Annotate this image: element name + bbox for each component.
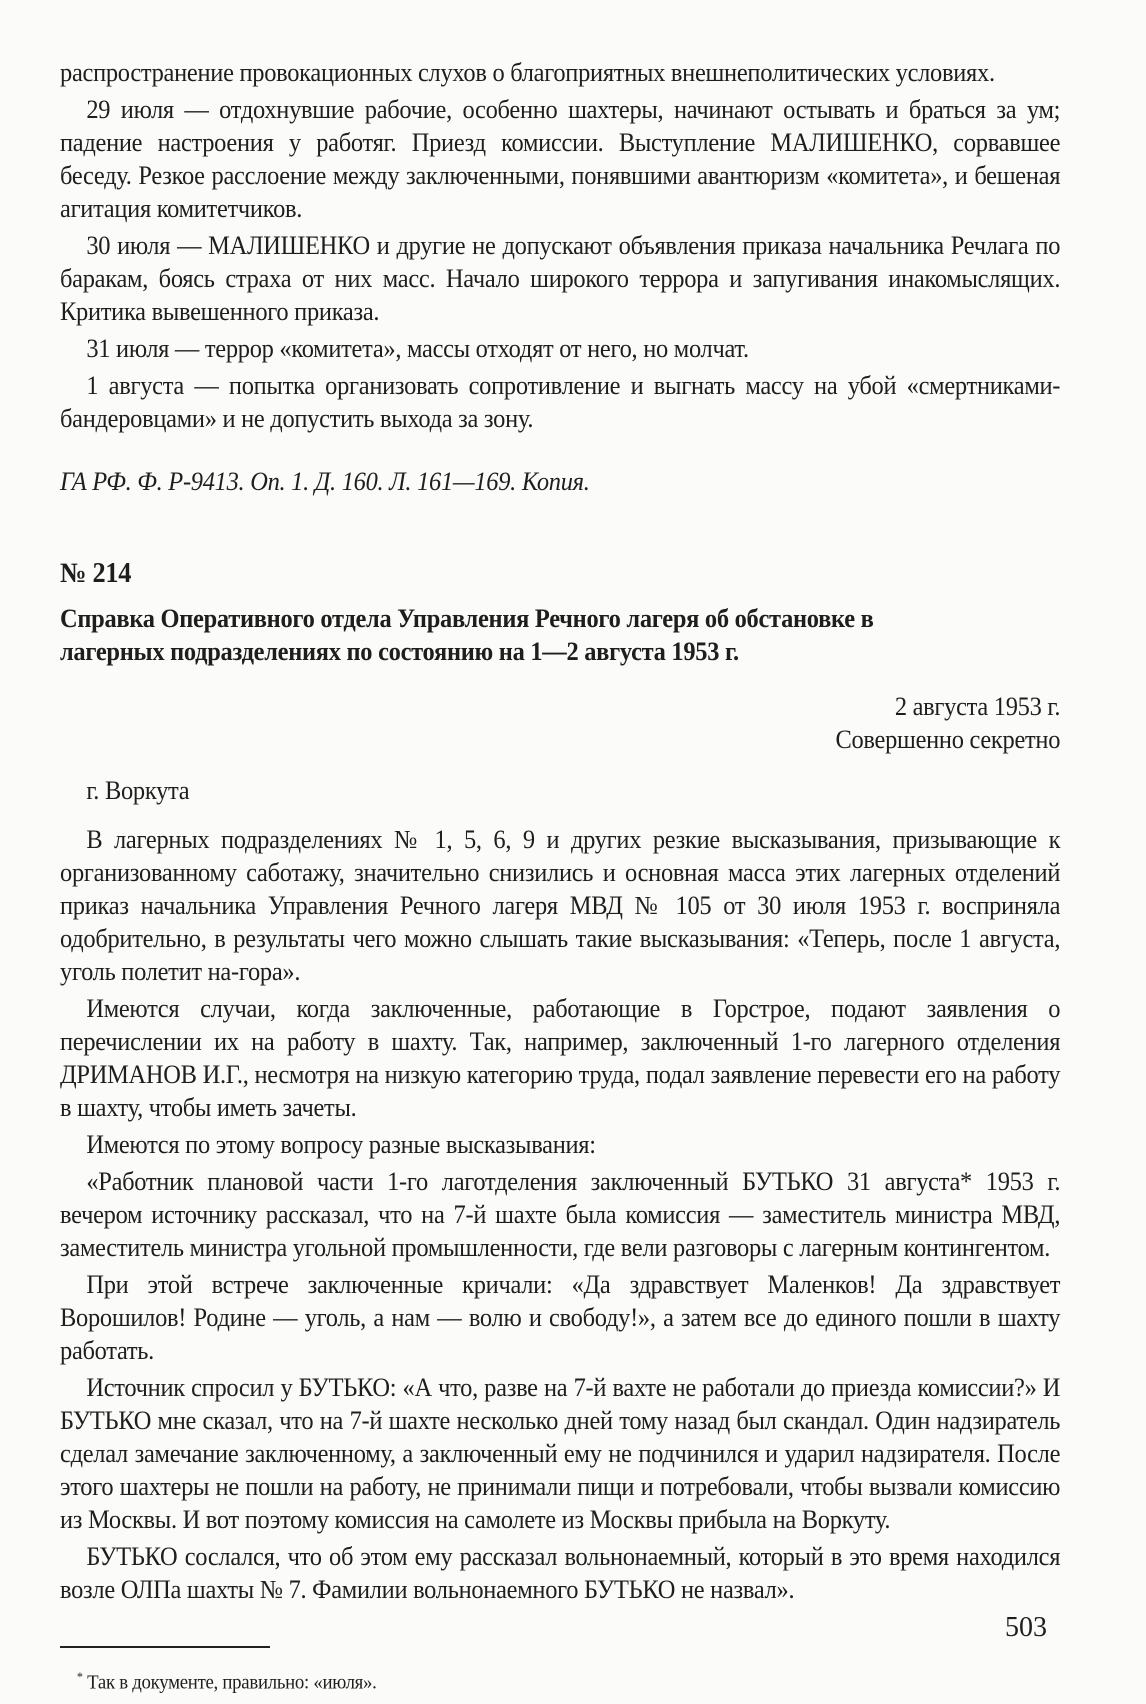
footnote xyxy=(60,1664,1060,1696)
body-paragraph: «Работник плановой части 1-го лаготделения заключенный БУТЬКО 31 августа* 1953 г. вечером источнику рассказал, что на 7-й шахте была комиссия — заместитель министра МВД, заместитель министра угольной промышленности, где вели разговоры с лагерным контингентом. xyxy=(60,1167,1061,1262)
document-number: № 214 xyxy=(60,558,132,589)
body-paragraph: При этой встрече заключенные кричали: «Да здравствует Маленков! Да здравствует Ворошилов! Родине — уголь, а нам — волю и свободу!», а затем все до единого пошли в шахту работать. xyxy=(60,1270,1061,1365)
classification-label: Совершенно секретно xyxy=(835,725,1061,754)
prev-paragraph: 29 июля — отдохнувшие рабочие, особенно шахтеры, начинают остывать и браться за ум; падение настроения у работяг. Приезд комиссии. Выступление МАЛИШЕНКО, сорвавшее беседу. Резкое расслоение между заключенными, понявшими авантюризм «комитета», и бешеная агитация комитетчиков. xyxy=(60,95,1061,223)
body-paragraph: БУТЬКО сослался, что об этом ему рассказал вольнонаемный, который в это время находился возле ОЛПа шахты № 7. Фамилии вольнонаемного БУТЬКО не назвал». xyxy=(60,1542,1061,1604)
prev-paragraph: 31 июля — террор «комитета», массы отходят от него, но молчат. xyxy=(86,334,749,363)
document-date: 2 августа 1953 г. xyxy=(894,692,1061,721)
prev-paragraph: распространение провокационных слухов о благоприятных внешнеполитических условиях. xyxy=(60,58,995,87)
page-number: 503 xyxy=(1005,1612,1047,1643)
body-paragraph: Источник спросил у БУТЬКО: «А что, разве на 7-й вахте не работали до приезда комиссии?» И БУТЬКО мне сказал, что на 7-й шахте несколько дней тому назад был скандал. Один надзиратель сделал замечание заключенному, а заключенный ему не подчинился и ударил надзирателя. После этого шахтеры не пошли на работу, не принимали пищи и потребовали, чтобы вызвали комиссию из Москвы. И вот поэтому комиссия на самолете из Москвы прибыла на Воркуту. xyxy=(60,1373,1061,1534)
body-paragraph: В лагерных подразделениях № 1, 5, 6, 9 и других резкие высказывания, призывающие к организованному саботажу, значительно снизились и основная масса этих лагерных отделений приказ начальника Управления Речного лагеря МВД № 105 от 30 июля 1953 г. восприняла одобрительно, в результаты чего можно слышать такие высказывания: «Теперь, после 1 августа, уголь полетит на-гора». xyxy=(60,825,1061,986)
footnote-mark: * xyxy=(76,1669,83,1684)
prev-paragraph: 30 июля — МАЛИШЕНКО и другие не допускают объявления приказа начальника Речлага по баракам, боясь страха от них масс. Начало широкого террора и запугивания инакомыслящих. Критика вывешенного приказа. xyxy=(60,231,1061,326)
document-city: г. Воркута xyxy=(86,776,190,805)
document-page xyxy=(60,56,1060,1696)
body-paragraph: Имеются по этому вопросу разные высказывания: xyxy=(86,1130,596,1159)
body-paragraph: Имеются случаи, когда заключенные, работающие в Горстрое, подают заявления о перечислении их на работу в шахту. Так, например, заключенный 1-го лагерного отделения ДРИМАНОВ И.Г., несмотря на низкую категорию труда, подал заявление перевести его на работу в шахту, чтобы иметь зачеты. xyxy=(60,994,1061,1122)
archival-source: ГА РФ. Ф. Р-9413. Оп. 1. Д. 160. Л. 161—169. Копия. xyxy=(60,467,590,496)
prev-paragraph: 1 августа — попытка организовать сопротивление и выгнать массу на убой «смертниками-бандеровцами» и не допустить выхода за зону. xyxy=(60,371,1061,433)
footnote-divider xyxy=(60,1646,270,1648)
document-title: Справка Оперативного отдела Управления Речного лагеря об обстановке в лагерных подразделениях по состоянию на 1—2 августа 1953 г. xyxy=(60,604,874,666)
footnote-text: Так в документе, правильно: «июля». xyxy=(87,1671,377,1694)
